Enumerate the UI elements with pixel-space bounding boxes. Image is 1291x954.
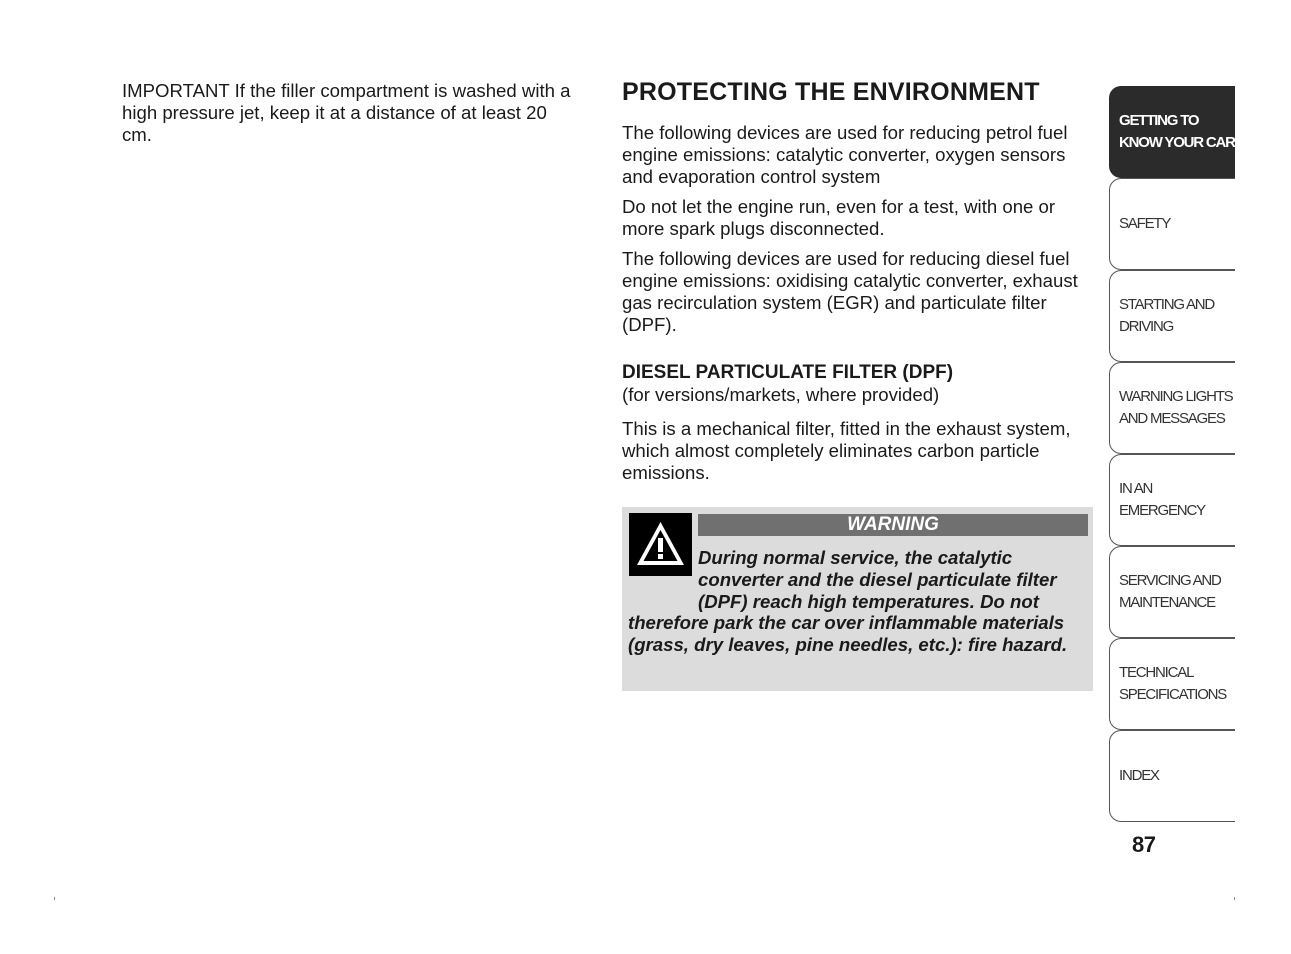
chapter-tabs <box>1109 86 1235 822</box>
tab-label: STARTING AND DRIVING <box>1119 296 1215 335</box>
tab-label: IN AN EMERGENCY <box>1119 480 1205 519</box>
tab-in-an-emergency[interactable] <box>1109 454 1235 546</box>
warning-title: WARNING <box>698 514 1088 536</box>
subsection-note: (for versions/markets, where provided) <box>622 384 940 405</box>
tab-label: TECHNICAL SPECIFICATIONS <box>1119 664 1227 703</box>
subsection-heading: DIESEL PARTICULATE FILTER (DPF) <box>622 362 954 383</box>
tab-getting-to-know-your-car[interactable] <box>1109 86 1235 178</box>
tab-label: GETTING TO KNOW YOUR CAR <box>1119 112 1235 151</box>
tab-servicing-and-maintenance[interactable] <box>1109 546 1235 638</box>
section-heading: PROTECTING THE ENVIRONMENT <box>622 78 1040 106</box>
crop-mark-left <box>54 897 55 900</box>
tab-safety[interactable] <box>1109 178 1235 270</box>
tab-label: WARNING LIGHTS AND MESSAGES <box>1119 388 1233 427</box>
paragraph-spark-plugs: Do not let the engine run, even for a test, with one or more spark plugs disconnected. <box>622 196 1056 239</box>
warning-text-content: During normal service, the catalytic converter and the diesel particulate filter (DPF) reach high temperatures. Do not therefore park the car over inflammable materials (grass, dry leaves, pine needles, etc.): fire hazard. <box>628 547 1068 656</box>
crop-mark-right <box>1234 897 1235 900</box>
tab-technical-specifications[interactable] <box>1109 638 1235 730</box>
tab-label: SAFETY <box>1119 215 1171 232</box>
paragraph-diesel-emissions: The following devices are used for reducing diesel fuel engine emissions: oxidising catalytic converter, exhaust gas recirculation system (EGR) and particulate filter (DPF). <box>622 248 1078 335</box>
tab-warning-lights-and-messages[interactable] <box>1109 362 1235 454</box>
warning-text <box>628 547 1088 656</box>
paragraph-petrol-emissions: The following devices are used for reducing petrol fuel engine emissions: catalytic converter, oxygen sensors and evaporation control system <box>622 122 1068 187</box>
tab-starting-and-driving[interactable] <box>1109 270 1235 362</box>
left-column <box>122 80 572 146</box>
tab-label: INDEX <box>1119 767 1159 784</box>
paragraph-dpf: This is a mechanical filter, fitted in the exhaust system, which almost completely eliminates carbon particle emissions. <box>622 418 1071 483</box>
warning-box <box>622 507 1093 691</box>
right-column <box>622 76 1092 492</box>
page-number: 87 <box>1132 832 1156 857</box>
tab-index[interactable] <box>1109 730 1235 822</box>
tab-label: SERVICING AND MAINTENANCE <box>1119 572 1221 611</box>
important-note: IMPORTANT If the filler compartment is washed with a high pressure jet, keep it at a distance of at least 20 cm. <box>122 80 571 145</box>
